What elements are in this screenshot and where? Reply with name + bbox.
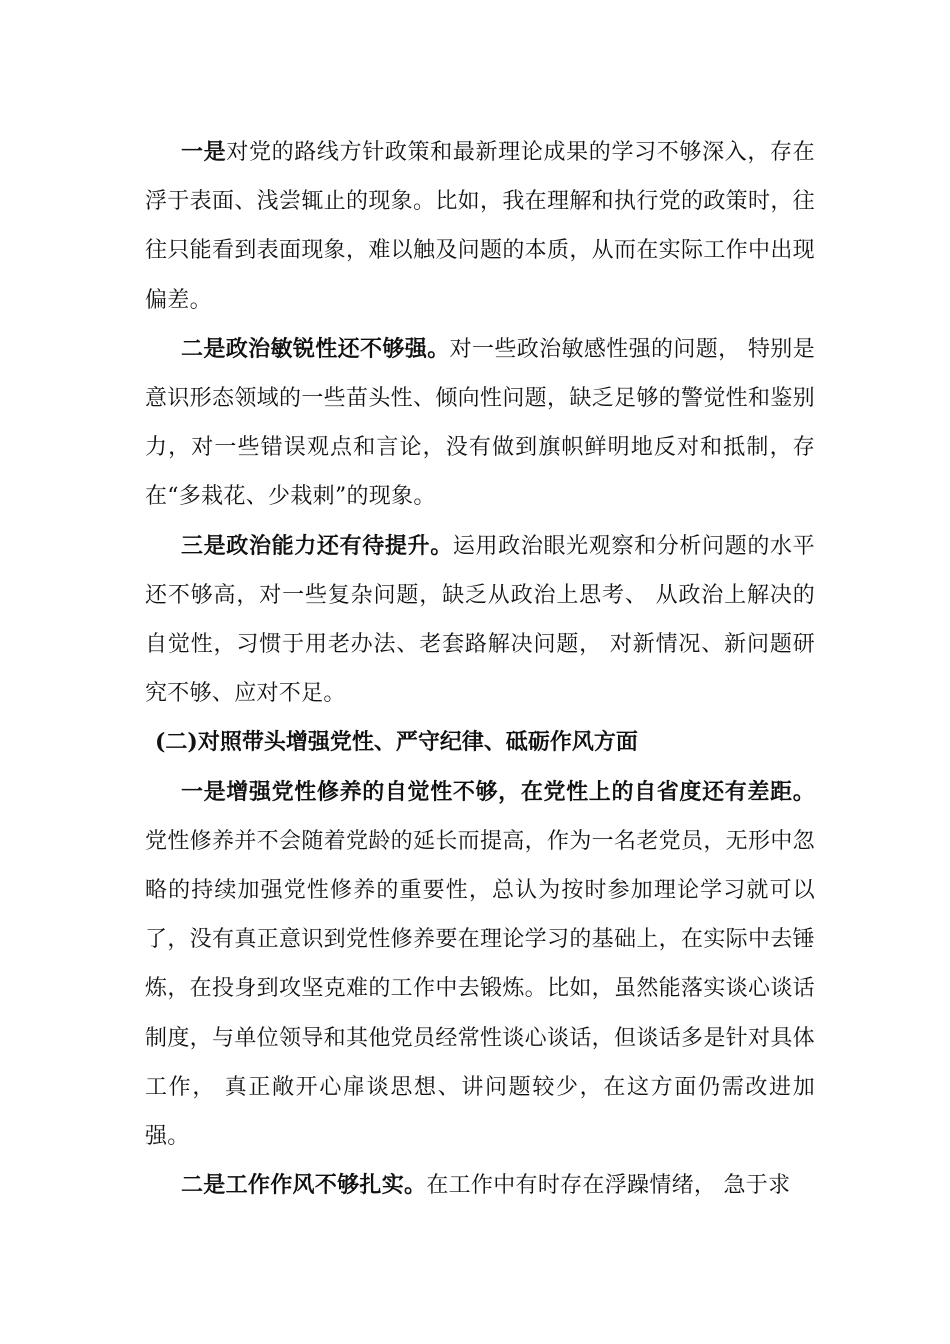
paragraph-1	[145, 128, 815, 325]
section-paragraph-2	[145, 1161, 815, 1210]
paragraph-2-text: 对一些政治敏感性强的问题， 特别是意识形态领域的一些苗头性、倾向性问题，缺乏足够的警觉性和鉴别力，对一些错误观点和言论，没有做到旗帜鲜明地反对和抵制，存在“多栽花、少栽刺”的现象。	[145, 336, 815, 510]
paragraph-1-lead: 一是	[181, 139, 227, 165]
section-heading: (二)对照带头增强党性、严守纪律、砥砺作风方面	[155, 729, 638, 756]
section-paragraph-1-lead: 一是增强党性修养的自觉性不够，在党性上的自省度还有差距。	[181, 778, 815, 805]
paragraph-1-text: 对党的路线方针政策和最新理论成果的学习不够深入，存在浮于表面、浅尝辄止的现象。比如，我在理解和执行党的政策时，往往只能看到表面现象，难以触及问题的本质，从而在实际工作中出现偏差。	[145, 140, 815, 313]
paragraph-3	[145, 522, 815, 719]
section-paragraph-2-text: 在工作中有时存在浮躁情绪， 急于求	[426, 1173, 791, 1199]
section-paragraph-1	[145, 768, 815, 1162]
section-paragraph-1-text: 党性修养并不会随着党龄的延长而提高，作为一名老党员，无形中忽略的持续加强党性修养的重要性，总认为按时参加理论学习就可以了，没有真正意识到党性修养要在理论学习的基础上，在实际中去锤炼，在投身到攻坚克难的工作中去锻炼。比如，虽然能落实谈心谈话制度，与单位领导和其他党员经常性谈心谈话，但谈话多是针对具体工作， 真正敞开心扉谈思想、讲问题较少，在这方面仍需改进加强。	[145, 828, 815, 1150]
paragraph-2-lead: 二是政治敏锐性还不够强。	[181, 335, 450, 362]
paragraph-3-text: 运用政治眼光观察和分析问题的水平还不够高，对一些复杂问题，缺乏从政治上思考、 从政治上解决的自觉性，习惯于用老办法、老套路解决问题， 对新情况、新问题研究不够、应对不足。	[145, 533, 815, 707]
paragraph-2	[145, 325, 815, 522]
document-page	[145, 128, 815, 1210]
section-paragraph-2-lead: 二是工作作风不够扎实。	[181, 1172, 427, 1199]
paragraph-3-lead: 三是政治能力还有待提升。	[181, 532, 453, 559]
